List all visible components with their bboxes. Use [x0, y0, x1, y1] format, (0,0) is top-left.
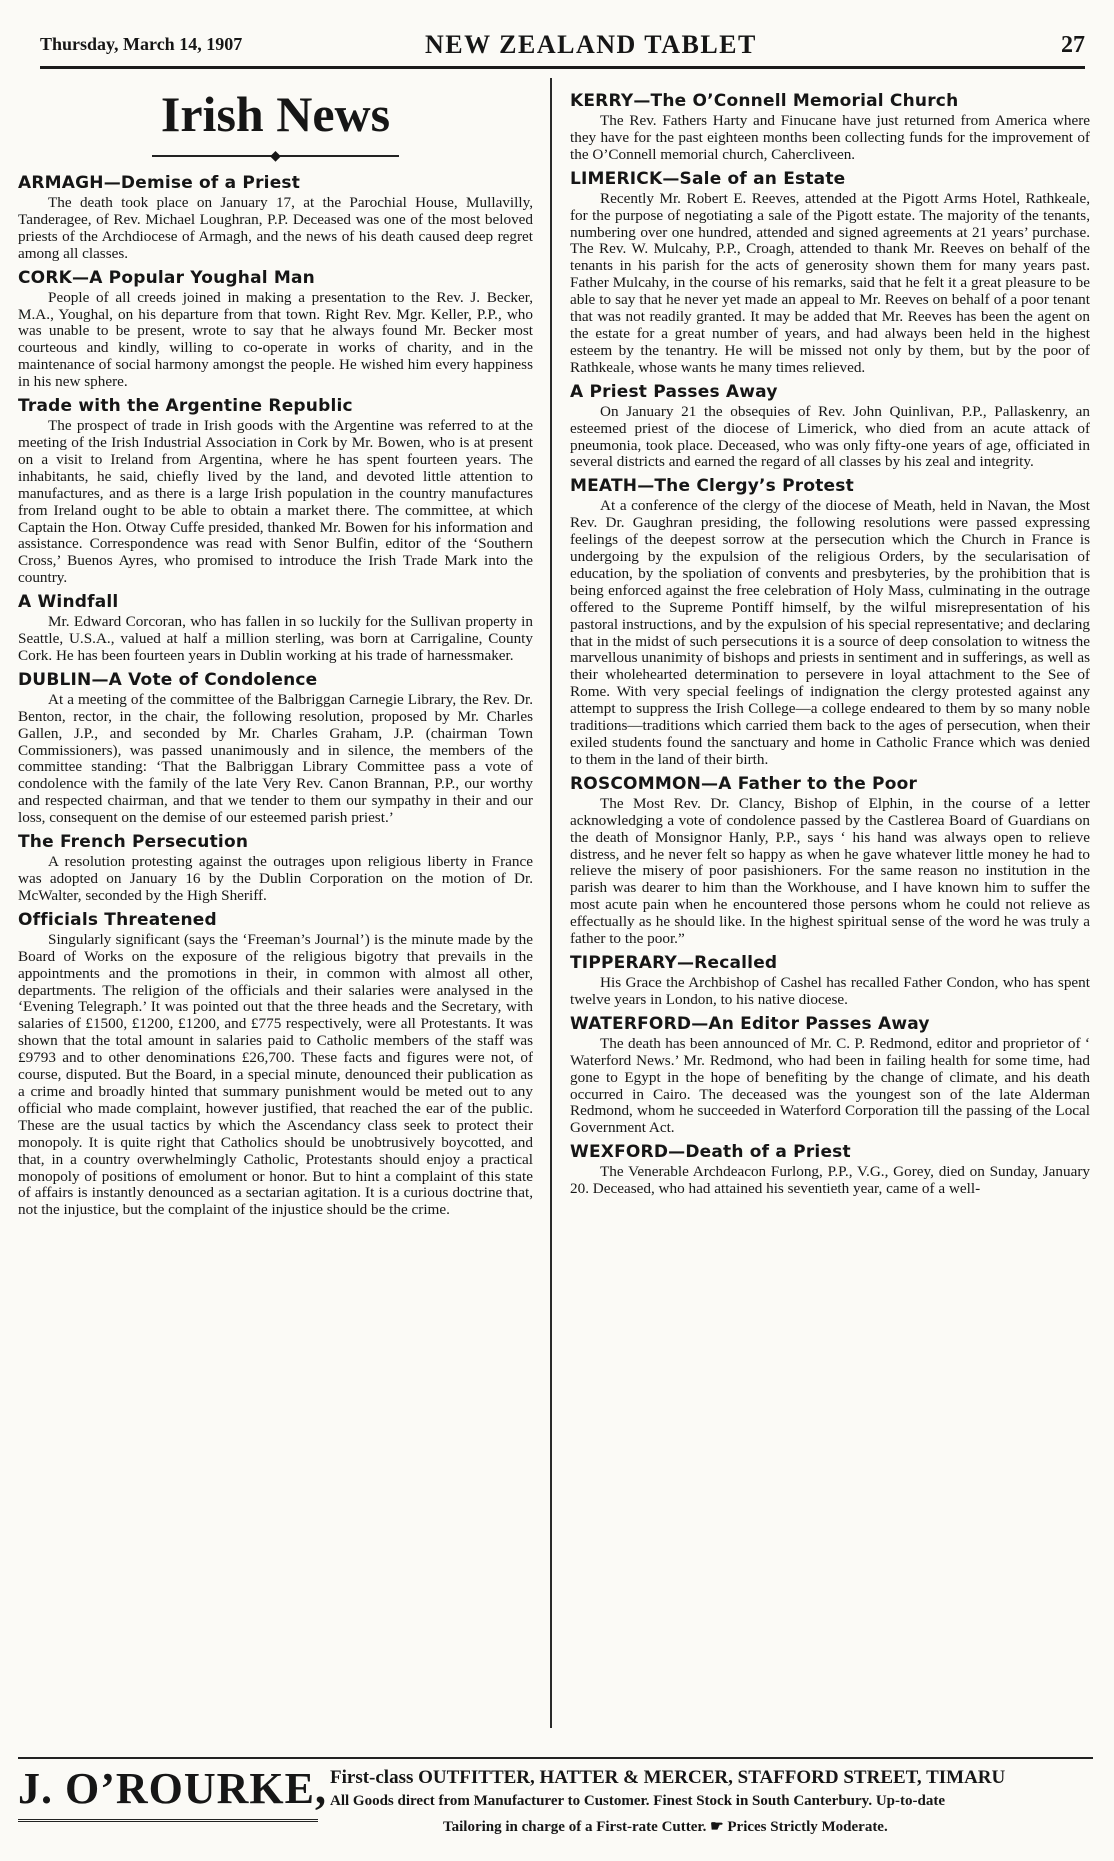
advert-line-3: Tailoring in charge of a First-rate Cutter. ☛ Prices Strictly Moderate. — [443, 1819, 888, 1835]
left-articles — [18, 172, 533, 1219]
article — [570, 773, 1090, 948]
ornament-divider — [18, 148, 533, 162]
article — [570, 1141, 1090, 1198]
advertiser-underline — [18, 1819, 318, 1822]
article-body: The Venerable Archdeacon Furlong, P.P., V.G., Gorey, died on Sunday, January 20. Deceased, who had attained his seventieth year, came of a well- — [570, 1163, 1090, 1198]
article-body: At a meeting of the committee of the Balbriggan Carnegie Library, the Rev. Dr. Benton, rector, in the chair, the following resolution, proposed by Mr. Charles Gallen, J.P., and seconded by Mr. Charles Graham, J.P. (chairman Town Commissioners), was passed unanimously and in silence, the members of the committee standing: ‘That the Balbriggan Library Committee pass a vote of condolence with the family of the late Very Rev. Canon Brannan, P.P., our worthy and respected chairman, and that we tender to them our sympathy in their and our loss, consequent on the demise of our esteemed parish priest.’ — [18, 690, 533, 827]
article-heading: CORK—A Popular Youghal Man — [18, 267, 315, 288]
section-title: Irish News — [160, 86, 391, 142]
article-body: The death took place on January 17, at the Parochial House, Mullavilly, Tanderagee, of Rev. Michael Loughran, P.P. Deceased was one of the most beloved priests of the Archdiocese of Armagh, and the news of his death caused deep regret among all classes. — [18, 194, 533, 262]
article — [18, 831, 533, 905]
advertisement — [18, 1763, 1093, 1853]
article-body: The Most Rev. Dr. Clancy, Bishop of Elphin, in the course of a letter acknowledging a vote of condolence passed by the Castlerea Board of Guardians on the death of Monsignor Hanly, P.P., says ‘ his hand was always open to relieve distress, and he never felt so happy as when he gave whatever little money he had to relieve the misery of poor pasishioners. For the same reason no institution in the parish was dearer to him than the Workhouse, and I have known him to suffer the most acute pain when he encountered those persons whom he could not relieve as effectually as he should like. In the highest spiritual sense of the word he was truly a father to the poor.” — [570, 794, 1090, 948]
article-body: At a conference of the clergy of the diocese of Meath, held in Navan, the Most Rev. Dr. Gaughran presiding, the following resolutions were passed expressing feelings of the deepest sorrow at the persecution which the Church in France is undergoing by the expulsion of the religious Orders, by the secularisation of education, by the spoliation of convents and presbyteries, by the prohibition that is being enforced against the free celebration of Holy Mass, culminating in the outrage offered to the Supreme Pontiff himself, by the wilful misrepresentation of his pastoral instructions, and by the expulsion of his special representative; and declaring that in the midst of such persecutions it is a source of deep consolation to witness the marvellous unanimity of bishops and priests in sentiment and in sufferings, as well as their wholehearted determination to persevere in loyal attachment to the See of Rome. With very special feelings of indignation the clergy protested against any attempt to suppress the Irish College—a college endeared to them by so many noble traditions—traditions which carried them back to the ages of persecution, when their exiled students found the sanctuary and home in Catholic France which was denied to them in the land of their birth. — [570, 497, 1090, 768]
article-heading: KERRY—The O’Connell Memorial Church — [570, 91, 959, 111]
article — [18, 172, 533, 263]
article-heading: Trade with the Argentine Republic — [18, 396, 353, 417]
article-body: People of all creeds joined in making a presentation to the Rev. J. Becker, M.A., Youghal, on his departure from that town. Right Rev. Mgr. Keller, P.P., who was unable to be present, wrote to say that he always found Mr. Becker most courteous and kindly, willing to co-operate in works of charity, and in the maintenance of social harmony amongst the people. He wished him every happiness in his new sphere. — [18, 288, 533, 391]
article-heading: A Windfall — [18, 592, 119, 613]
column-divider — [550, 78, 552, 1728]
article-heading: LIMERICK—Sale of an Estate — [570, 168, 846, 189]
article — [570, 475, 1090, 769]
article — [18, 591, 533, 665]
left-column — [18, 80, 533, 1730]
article-heading: DUBLIN—A Vote of Condolence — [18, 669, 318, 690]
article-body: On January 21 the obsequies of Rev. John Quinlivan, P.P., Pallaskenry, an esteemed priest of the diocese of Limerick, who died from an acute attack of pneumonia, took place. Deceased, who was only fifty-one years of age, officiated in several districts and earned the regard of all classes by his zeal and integrity. — [570, 402, 1090, 471]
article-body: Mr. Edward Corcoran, who has fallen in so luckily for the Sullivan property in Seattle, U.S.A., valued at half a million sterling, was born at Carrigaline, County Cork. He has been fourteen years in Dublin working at his trade of harnessmaker. — [18, 613, 533, 664]
article-body: His Grace the Archbishop of Cashel has recalled Father Condon, who has spent twelve years in London, to his native diocese. — [570, 973, 1090, 1008]
issue-date: Thursday, March 14, 1907 — [40, 34, 243, 54]
right-articles — [570, 90, 1090, 1198]
advert-line-2: All Goods direct from Manufacturer to Customer. Finest Stock in South Canterbury. Up-to-date — [330, 1793, 945, 1809]
article — [570, 381, 1090, 472]
article-heading: TIPPERARY—Recalled — [570, 952, 778, 973]
article-body: A resolution protesting against the outrages upon religious liberty in France was adopted on January 16 by the Dublin Corporation on the motion of Dr. McWalter, seconded by the High Sheriff. — [18, 853, 533, 904]
article — [18, 669, 533, 827]
article — [570, 952, 1090, 1009]
newspaper-title: NEW ZEALAND TABLET — [425, 30, 757, 59]
article — [570, 90, 1090, 164]
right-column — [570, 90, 1090, 1740]
masthead — [40, 30, 1085, 69]
article-body: The prospect of trade in Irish goods with the Argentine was referred to at the meeting of the Irish Industrial Association in Cork by Mr. Bowen, who is at present on a visit to Ireland from Argentina, where he has spent fourteen years. The inhabitants, he said, chiefly lived by the land, and devoted little attention to manufactures, and as there is a large Irish population in the country manufactures from Ireland ought to be able to obtain a market there. The committee, at which Captain the Hon. Otway Cuffe presided, thanked Mr. Bowen for his information and assistance. Correspondence was read with Senor Bulfin, editor of the ‘Southern Cross,’ Buenos Ayres, who promised to introduce the Irish Trade Mark into the country. — [18, 417, 533, 587]
article-heading: Officials Threatened — [18, 909, 217, 930]
page-number: 27 — [1061, 32, 1085, 58]
article-heading: WATERFORD—An Editor Passes Away — [570, 1013, 930, 1034]
article — [18, 267, 533, 391]
article-body: The death has been announced of Mr. C. P. Redmond, editor and proprietor of ‘ Waterford News.’ Mr. Redmond, who had been in failing health for some time, had gone to Egypt in the hope of benefiting by the change of climate, and his death occurred in Cairo. The deceased was the youngest son of the late Alderman Redmond, whom he succeeded in Waterford Corporation till the passing of the Local Government Act. — [570, 1034, 1090, 1137]
article-body: Singularly significant (says the ‘Freeman’s Journal’) is the minute made by the Board of Works on the exposure of the religious bigotry that prevails in the appointments and the promotions in their, in common with almost all other, departments. The religion of the officials and their salaries were analysed in the ‘Evening Telegraph.’ It was pointed out that the three heads and the Secretary, with salaries of £1500, £1200, £1200, and £775 respectively, were all Protestants. It was shown that the total amount in salaries paid to Catholic members of the staff was £9793 and to other denominations £26,700. These facts and figures were not, of course, disputed. But the Board, in a special minute, denounced their publication as a crime and broadly hinted that summary punishment would be meted out to any official who made complaint, however justified, that reached the ear of the public. These are the usual tactics by which the Ascendancy class seek to protect their monopoly. It is quite right that Catholics should be unobtrusively boycotted, and that, in a country overwhelmingly Catholic, Protestants should enjoy a practical monopoly of positions of emolument or honor. But to hint a complaint of this state of affairs is instantly denounced as a sectarian agitation. It is a curious doctrine that, not the injustice, but the complaint of the injustice should be the crime. — [18, 930, 533, 1219]
advert-line-1: First-class OUTFITTER, HATTER & MERCER, STAFFORD STREET, TIMARU — [330, 1767, 1006, 1788]
article-heading: WEXFORD—Death of a Priest — [570, 1142, 851, 1163]
article-heading: A Priest Passes Away — [570, 381, 778, 402]
article-heading: MEATH—The Clergy’s Protest — [570, 476, 854, 497]
article — [570, 1013, 1090, 1137]
article — [18, 909, 533, 1219]
footer-rule — [18, 1757, 1093, 1759]
article-heading: The French Persecution — [18, 832, 249, 853]
article-heading: ROSCOMMON—A Father to the Poor — [570, 773, 918, 794]
diamond-icon: ◆ — [270, 148, 281, 164]
article-body: The Rev. Fathers Harty and Finucane have just returned from America where they have for the past eighteen months been collecting funds for the improvement of the O’Connell memorial church, Cahercliveen. — [570, 112, 1090, 163]
article-heading: ARMAGH—Demise of a Priest — [18, 173, 301, 193]
article — [570, 168, 1090, 377]
article-body: Recently Mr. Robert E. Reeves, attended at the Pigott Arms Hotel, Rathkeale, for the purpose of negotiating a sale of the Pigott estate. The majority of the tenants, numbering over one hundred, attended and signed agreements at 21 years’ purchase. The Rev. W. Mulcahy, P.P., Croagh, attended to thank Mr. Reeves on behalf of the tenants in his parish for the acts of generosity shown them for many years past. Father Mulcahy, in the course of his remarks, said that he felt it a great pleasure to be able to say that he never yet made an appeal to Mr. Reeves on behalf of a poor tenant that was not readily granted. It may be added that Mr. Reeves has been the agent on the estate for a great number of years, and had always been held in the highest esteem by the tenantry. He will be missed not only by them, but by the poor of Rathkeale, whose wants he many times relieved. — [570, 189, 1090, 376]
advertiser-name: J. O’ROURKE, — [18, 1764, 327, 1813]
article — [18, 395, 533, 587]
